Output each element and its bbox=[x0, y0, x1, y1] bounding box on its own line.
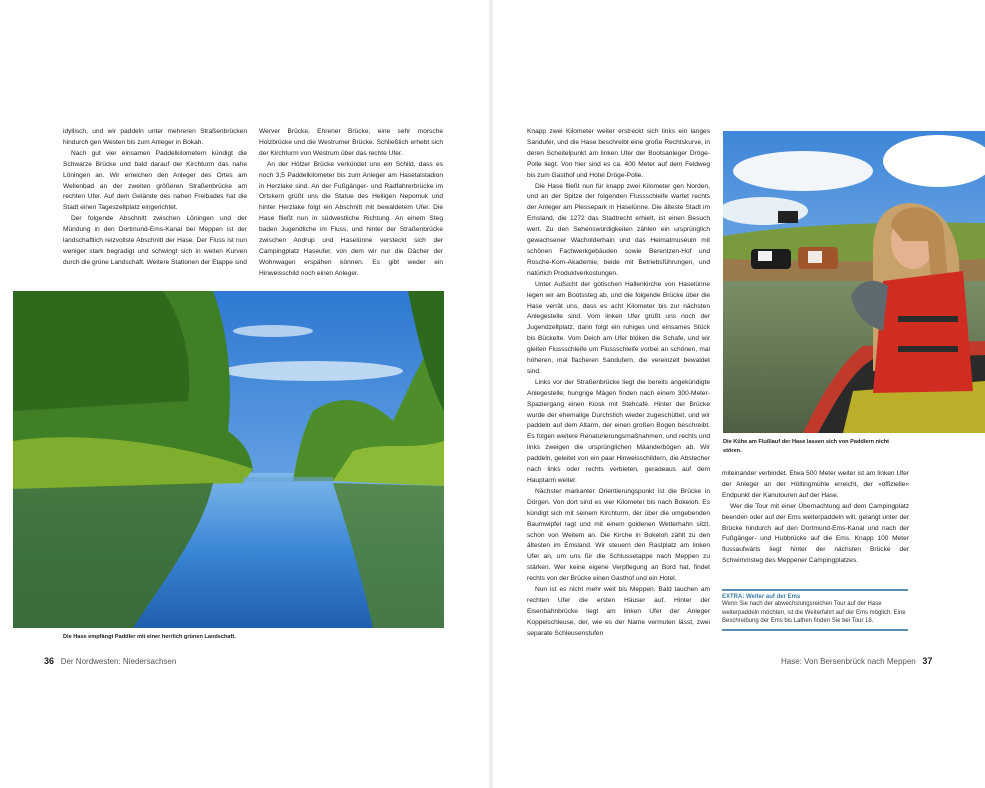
body-paragraph: An der Hölzer Brücke verkündet uns ein Schild, dass es noch 3,5 Paddelkilometer bis zum Anleger am Hasetalstadion in Herzlake sind. An der Fußgänger- und Radfahrerbrücke im Ortskern grüßt uns die Statue des Heiligen Nepomuk und hinter Herzlake folgt ein Abschnitt mit bewaldetem Ufer. Die Hase fließt nun in südwestliche Richtung. An einem Steg baden Jugendliche im Fluss, und hinter der Straßenbrücke zwischen Andrup und Haselünne versteckt sich der Campingplatz Haseufer, von dem wir nur die Dächer der Wohnwagen erspähen können. Es gibt weder ein Hinweisschild noch einen Anleger. bbox=[259, 160, 443, 277]
left-text-column-1 bbox=[63, 127, 247, 269]
right-text-column-1 bbox=[527, 127, 710, 640]
body-paragraph: Links vor der Straßenbrücke liegt die bereits angekündigte Anlegestelle; hungrige Mägen finden nach einem 300-Meter-Spaziergang einen Kiosk mit Stehcafé. Hinter der Brücke wurde der ehemalige Durchstich wieder zugeschüttet, und wir paddeln auf dem Altarm, der einen großen Bogen beschreibt. Es folgen weitere Renaturierungsmaßnahmen, und rechts und links zweigen die ursprünglichen Mäanderbögen ab. Wir paddeln, geleitet von ein paar Hinweisschildern, die Abstecher nach links oder rechts verbieten, geradeaus auf dem Hauptarm weiter. bbox=[527, 378, 710, 484]
body-paragraph: Der folgende Abschnitt zwischen Löningen und der Mündung in den Dortmund-Ems-Kanal bei Meppen ist der landschaftlich reizvollste Abschnitt der Hase. Der Fluss ist nun weniger stark begradigt und schwingt sich in weiten Kurven durch die grüne Landschaft. Weitere Stationen der Etappe sind bbox=[63, 215, 247, 266]
right-page-number: 37 bbox=[922, 656, 933, 666]
body-paragraph: Die Hase fließt nun für knapp zwei Kilometer gen Norden, und an der Spitze der folgenden Flussschleife wartet rechts der Anleger am Plessepark in Haselünne. Die älteste Stadt im Emsland, die 1272 das Stadtrecht erhielt, ist einen Besuch wert. Zu den Sehenswürdigkeiten zählen ein ursprünglich gewachsener Wacholderhain und das Heimatmuseum mit schönen Fachwerkgebäuden sowie Berentzen-Hof und Rosche-Korn-Akademie, beide mit Betriebsführungen, und natürlich Produktverkostungen. bbox=[527, 182, 710, 277]
body-paragraph: Nächster markanter Orientierungspunkt ist die Brücke in Dörgen. Von dort sind es vier Kilometer bis nach Bokeloh. Es kündigt sich mit seinem Kirchturm, der über die umgebenden Baumwipfel ragt und mit einem goldenen Wetterhahn sitzt, schon von Weitem an. Die Kirche in Bokeloh zählt zu den ältesten im Emsland. Wir steuern den Rastplatz am linken Ufer an, um uns für die Schlussetappe nach Meppen zu stärken. Wer keine eigene Verpflegung an Bord hat, findet rechts von der Brücke einen Gasthof und ein Hotel. bbox=[527, 487, 710, 583]
right-folio bbox=[781, 656, 932, 666]
body-paragraph: idyllisch, und wir paddeln unter mehreren Straßenbrücken hindurch gen Westen bis zum Anleger in Bokah. bbox=[63, 128, 247, 146]
body-paragraph: Knapp zwei Kilometer weiter erstreckt sich links ein langes Sandufer, und die Hase beschreibt eine große Rechtskurve, in deren Scheitelpunkt am linken Ufer der Bootsanleger Dröge-Polle liegt. Von hier sind es ca. 400 Meter auf dem Feldweg bis zum Gasthof und Hotel Dröge-Polle. bbox=[527, 128, 710, 179]
right-text-column-2 bbox=[722, 469, 909, 567]
extra-info-box bbox=[722, 589, 908, 631]
right-running-head: Hase: Von Bersenbrück nach Meppen bbox=[781, 657, 916, 666]
body-paragraph: miteinander verbindet. Etwa 500 Meter weiter ist am linken Ufer der Anleger an der Höltingmühle erreicht, der »offizielle« Endpunkt der Kanutouren auf der Hase. bbox=[722, 470, 909, 499]
body-paragraph: Wer die Tour mit einer Übernachtung auf dem Campingplatz beenden oder auf der Ems weiterpaddeln will, gelangt unter der Brücke hindurch auf den Dortmund-Ems-Kanal und nach der Fußgänger- und Hubbrücke auf die Ems. Knapp 100 Meter flussaufwärts liegt hinter der nächsten Brücke der Schwimmsteg des Meppener Campingplatzes. bbox=[722, 502, 909, 565]
body-paragraph: Nun ist es nicht mehr weit bis Meppen. Bald tauchen am rechten Ufer die ersten Häuser auf. Hinter der Eisenbahnbrücke liegt am linken Ufer der Anleger Koppelschleuse, der, wie es der Name vermuten lässt, zwei separate Schleusenstufen bbox=[527, 586, 710, 637]
body-paragraph: Nach gut vier einsamen Paddelkilometern kündigt die Schwarze Brücke und bald darauf der Kirchturm das nahe Löningen an. Wir erreichen den Anleger des Ortes am Wellenbad an der zweiten größeren Straßenbrücke am rechten Ufer. Auf dem Gelände des nahen Freibades hat die Stadt einen Tageszeltplatz eingerichtet. bbox=[63, 149, 247, 212]
body-paragraph: Werver Brücke, Ehrener Brücke, eine sehr morsche Holzbrücke und die Westrumer Brücke. Schließlich erhebt sich der Kirchturm von Westrum über das rechte Ufer. bbox=[259, 128, 443, 157]
left-running-head: Der Nordwesten: Niedersachsen bbox=[60, 657, 177, 666]
body-paragraph: Unter Aufsicht der gotischen Hallenkirche von Haselünne legen wir am Bootssteg ab, und die folgende Brücke über die Hase verrät uns, dass es acht Kilometer bis zur nächsten Anlegestelle sind. Vom linken Ufer grüßt uns noch der Jugendzeltplatz, dann folgt ein ruhiges und einsames Stück bis Bückelte. Vom Deich am Ufer blöken die Schafe, und wir gleiten Flussschleife um Flussschleife vorbei an schönen, mal höheren, mal flacheren Sandufern, die vereinzelt bewaldet sind. bbox=[527, 280, 710, 375]
left-page bbox=[0, 0, 490, 788]
river-landscape-photo bbox=[13, 291, 444, 628]
left-folio bbox=[44, 656, 176, 666]
left-photo-caption: Die Hase empfängt Paddler mit einer herrlich grünen Landschaft. bbox=[63, 634, 236, 640]
right-photo-caption: Die Kühe am Flußlauf der Hase lassen sich von Paddlern nicht stören. bbox=[723, 439, 889, 454]
left-page-number: 36 bbox=[44, 656, 55, 666]
cows-paddler-photo bbox=[723, 131, 985, 433]
extra-title: EXTRA: Weiter auf der Ems bbox=[722, 594, 801, 600]
extra-body: Wenn Sie nach der abwechslungsreichen Tour auf der Hase weiterpaddeln möchten, ist die Weiterfahrt auf der Ems möglich. Eine Beschreibung der Ems bis Lathen finden Sie bei Tour 18. bbox=[722, 601, 906, 625]
left-text-column-2 bbox=[259, 127, 443, 280]
